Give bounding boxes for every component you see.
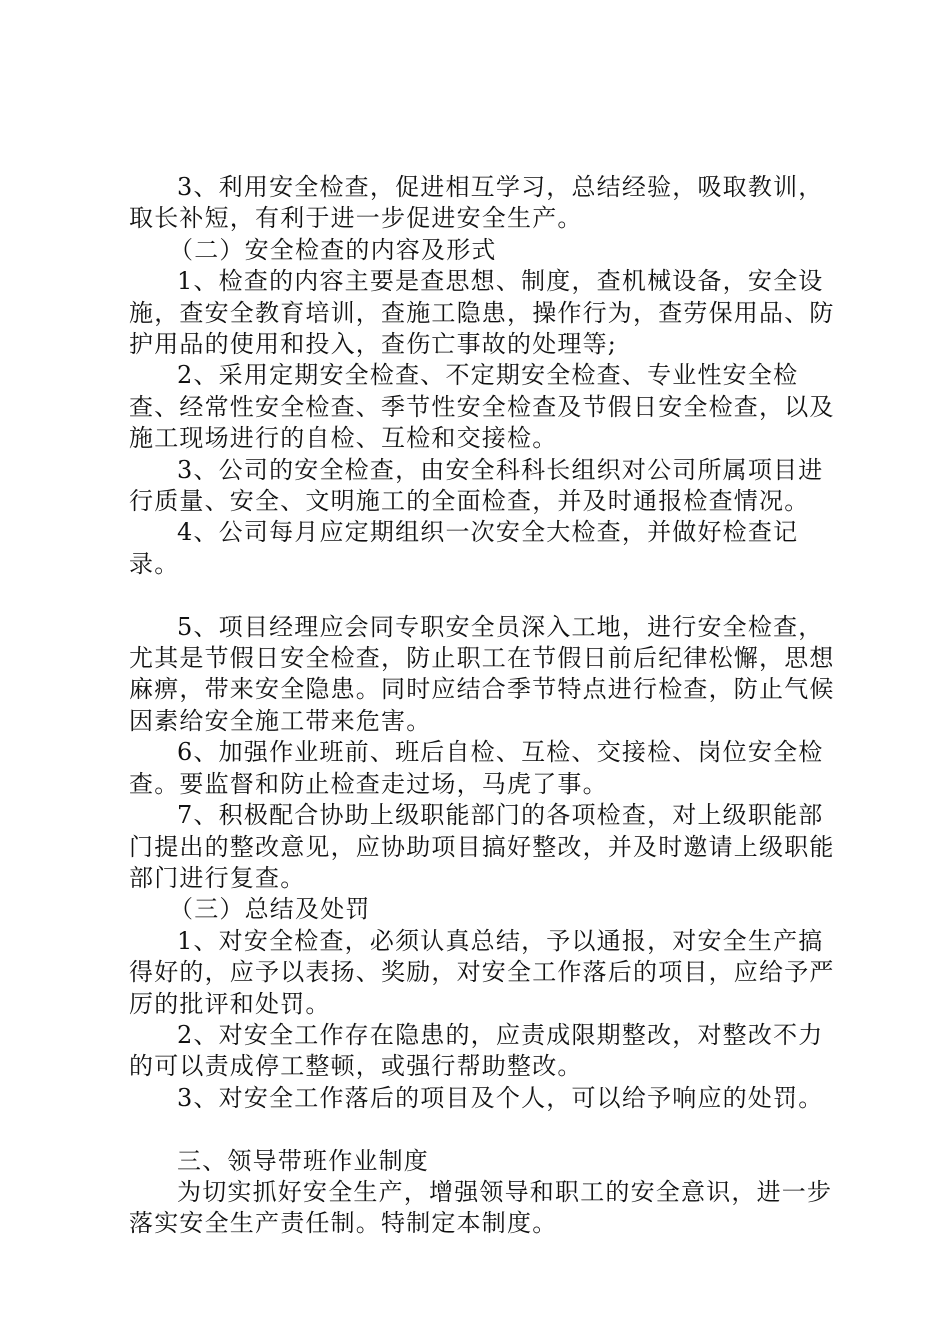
paragraph-1: 3、利用安全检查，促进相互学习，总结经验，吸取教训，取长补短，有利于进一步促进安全生产。: [129, 173, 824, 233]
paragraph-11: 2、对安全工作存在隐患的，应责成限期整改，对整改不力的可以责成停工整顿，或强行帮助整改。: [129, 1020, 824, 1081]
paragraph-9: 7、积极配合协助上级职能部门的各项检查，对上级职能部门提出的整改意见，应协助项目搞好整改，并及时邀请上级职能部门进行复查。: [129, 801, 835, 892]
paragraph-5: 3、公司的安全检查，由安全科科长组织对公司所属项目进行质量、安全、文明施工的全面检查，并及时通报检查情况。: [129, 455, 824, 516]
paragraph-6: 4、公司每月应定期组织一次安全大检查，并做好检查记录。: [129, 518, 799, 578]
document-body: [129, 172, 847, 1240]
paragraph-gap: [129, 580, 847, 611]
paragraph-12: 3、对安全工作落后的项目及个人，可以给予响应的处罚。: [177, 1083, 824, 1112]
chapter-heading-3: 三、领导带班作业制度: [177, 1146, 429, 1175]
paragraph-3: 1、检查的内容主要是查思想、制度，查机械设备，安全设施，查安全教育培训，查施工隐患，操作行为，查劳保用品、防护用品的使用和投入，查伤亡事故的处理等;: [129, 267, 835, 359]
section-heading-2: （二）安全检查的内容及形式: [169, 235, 497, 264]
section-heading-3: （三）总结及处罚: [169, 895, 371, 924]
paragraph-13: 为切实抓好安全生产，增强领导和职工的安全意识，进一步落实安全生产责任制。特制定本制度。: [129, 1177, 833, 1238]
paragraph-7: 5、项目经理应会同专职安全员深入工地，进行安全检查，尤其是节假日安全检查，防止职工在节假日前后纪律松懈，思想麻痹，带来安全隐患。同时应结合季节特点进行检查，防止气候因素给安全施工带来危害。: [129, 612, 835, 735]
paragraph-4: 2、采用定期安全检查、不定期安全检查、专业性安全检查、经常性安全检查、季节性安全检查及节假日安全检查，以及施工现场进行的自检、互检和交接检。: [129, 361, 835, 453]
paragraph-8: 6、加强作业班前、班后自检、互检、交接检、岗位安全检查。要监督和防止检查走过场，马虎了事。: [129, 738, 824, 798]
paragraph-gap: [129, 1114, 847, 1145]
paragraph-10: 1、对安全检查，必须认真总结，予以通报，对安全生产搞得好的，应予以表扬、奖励，对安全工作落后的项目，应给予严厉的批评和处罚。: [129, 926, 835, 1018]
